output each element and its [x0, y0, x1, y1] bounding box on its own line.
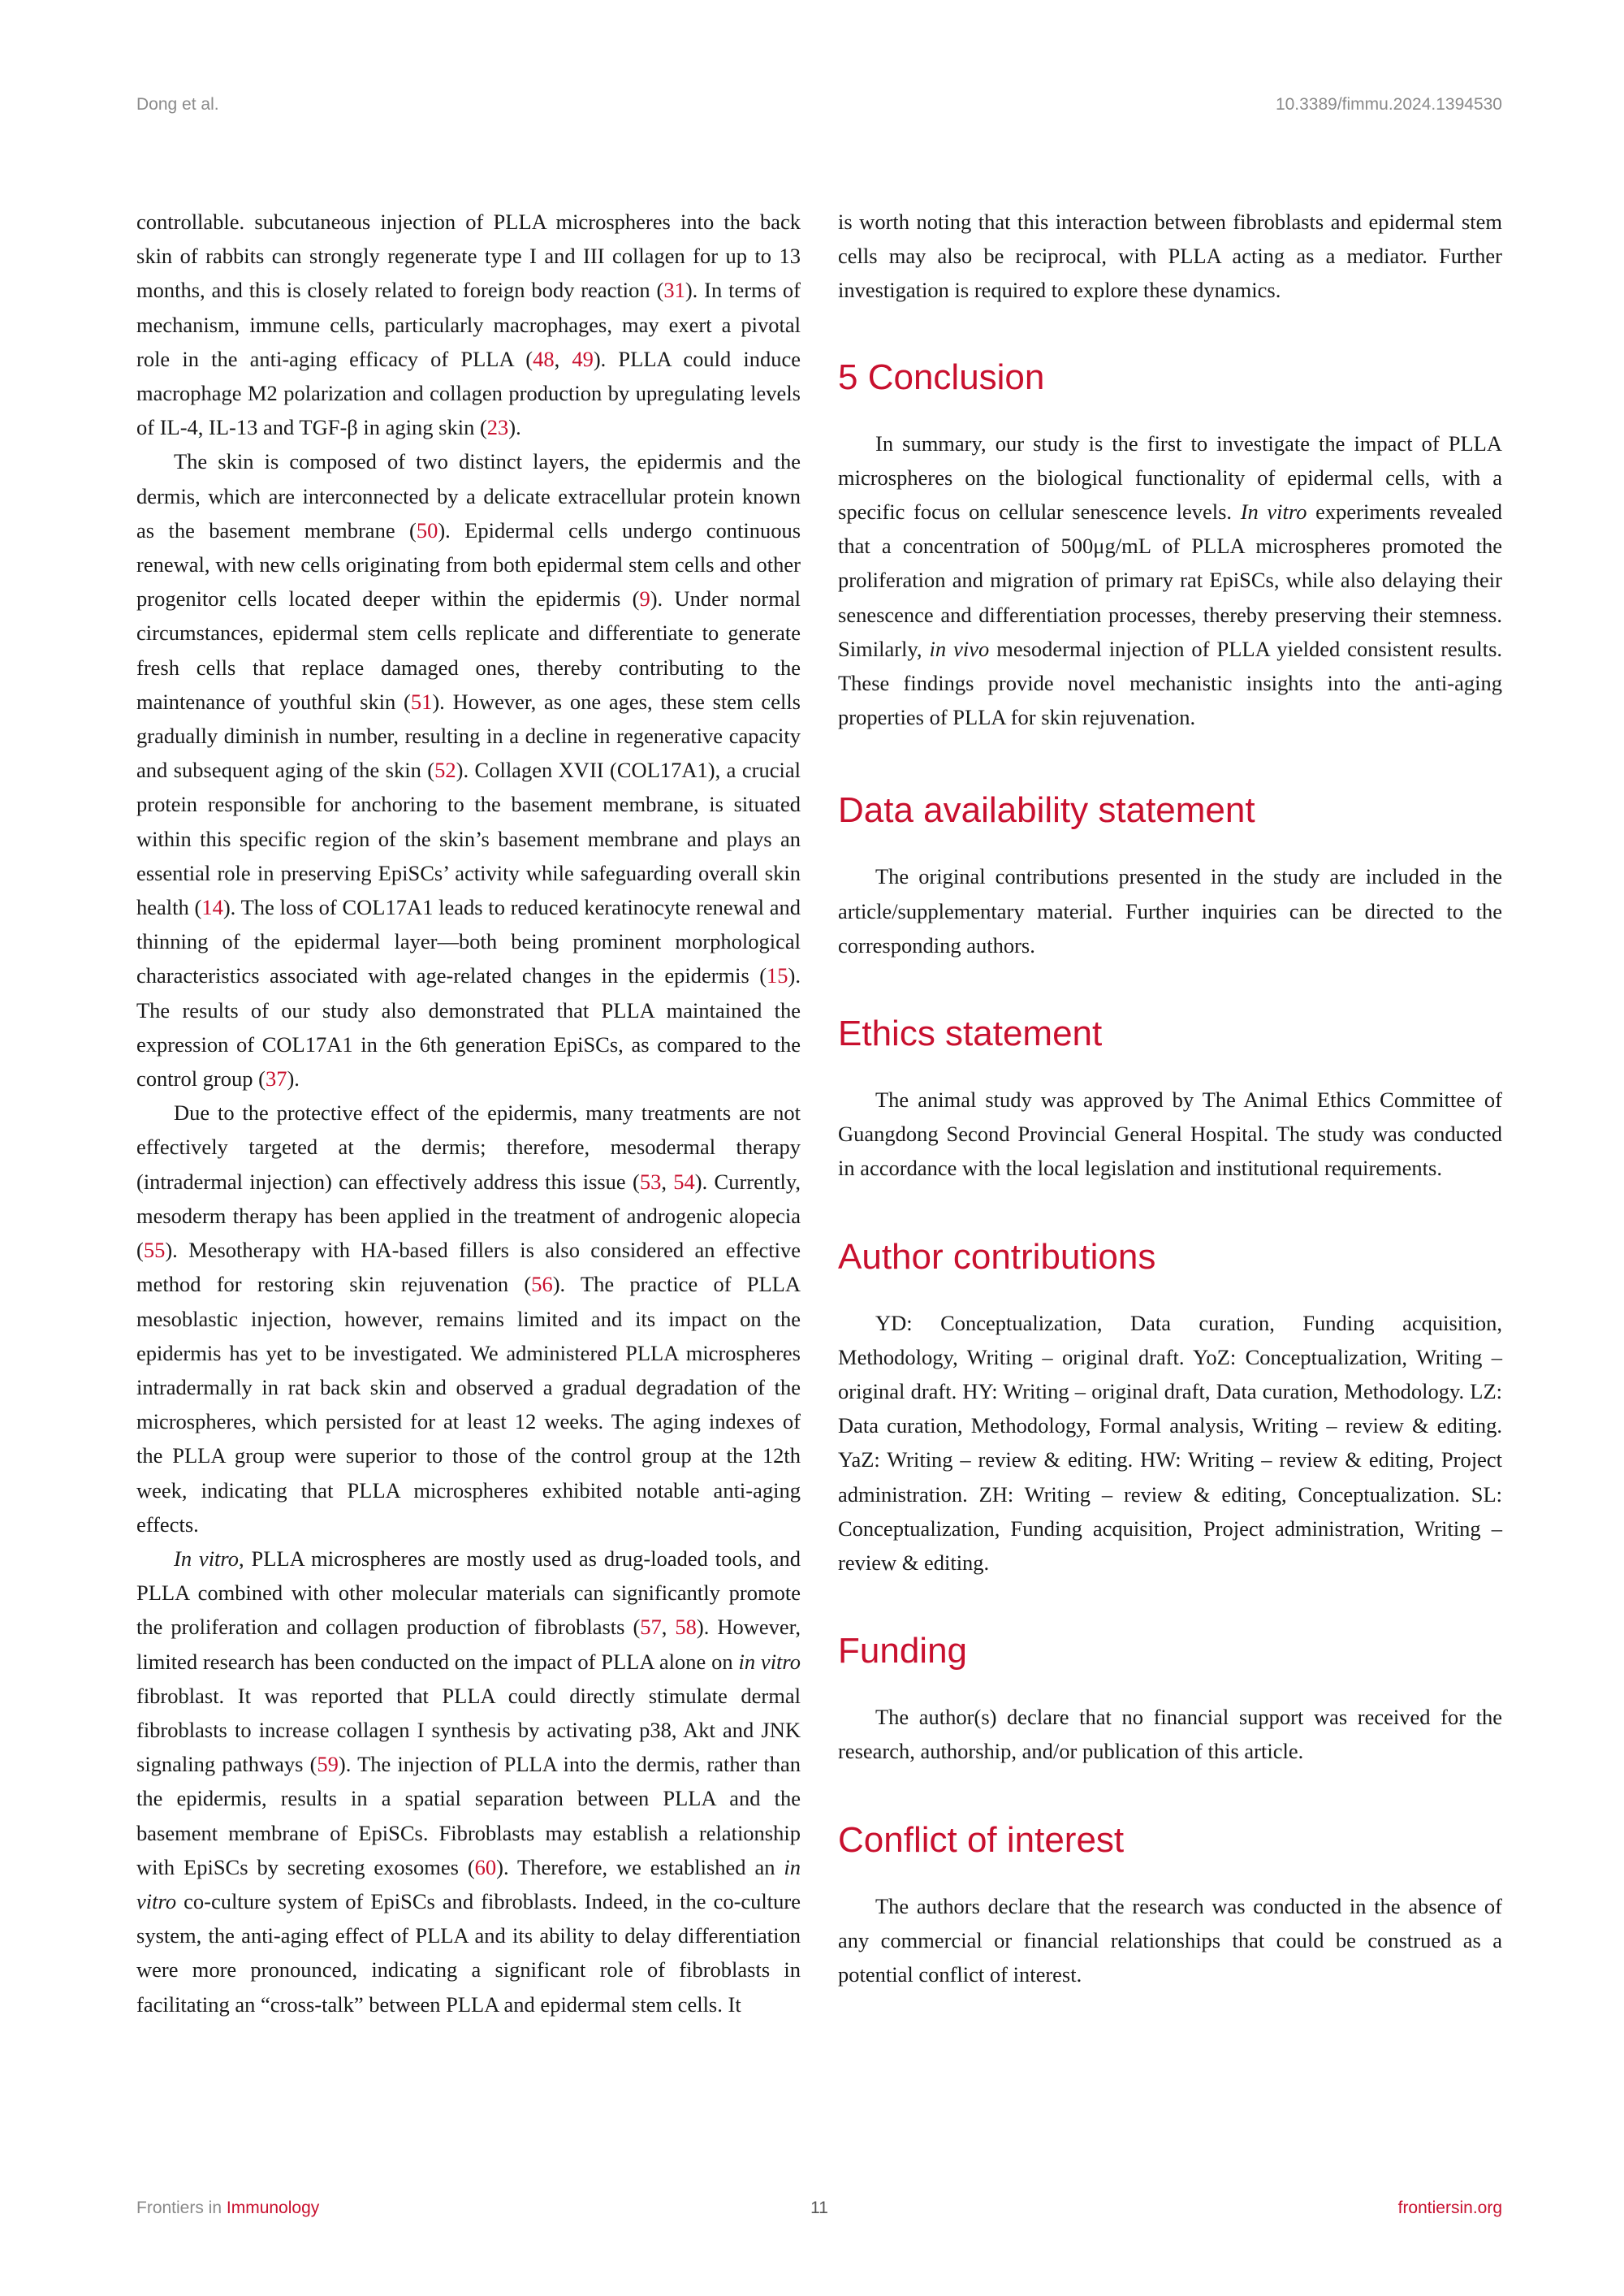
citation-link[interactable]: 48 [533, 346, 555, 371]
citation-link[interactable]: 31 [663, 278, 685, 303]
paragraph-ethics: The animal study was approved by The Animal Ethics Committee of Guangdong Second Provincial General Hospital. The study was conducted in accordance with the local legislation and institutional requirements. [838, 1087, 1502, 1181]
footer-journal-name: Immunology [226, 2199, 320, 2217]
page-footer [136, 2199, 1502, 2223]
paragraph-author-contributions: YD: Conceptualization, Data curation, Funding acquisition, Methodology, Writing – original draft. YoZ: Conceptualization, Writing – original draft. HY: Writing – original draft, Data curation, Methodology. LZ: Data curation, Methodology, Formal analysis, Writing – review & editing. YaZ: Writing – review & editing. HW: Writing – review & editing, Project administration. ZH: Writing – review & editing, Conceptualization. SL: Conceptualization, Funding acquisition, Project administration, Writing – review & editing. [838, 1310, 1502, 1576]
section-heading-funding: Funding [838, 1631, 968, 1671]
citation-link[interactable]: 23 [486, 415, 509, 440]
header-authors: Dong et al. [136, 95, 219, 114]
paragraph-conclusion: In summary, our study is the first to investigate the impact of PLLA microspheres on the biological functionality of epidermal cells, with a specific focus on cellular senescence levels. In vitro experiments revealed that a concentration of 500μg/mL of PLLA microspheres promoted the proliferation and migration of primary rat EpiSCs, while also delaying their senescence and differentiation processes, thereby preserving their stemness. Similarly, in vivo mesodermal injection of PLLA yielded consistent results. These findings provide novel mechanistic insights into the anti-aging properties of PLLA for skin rejuvenation. [838, 430, 1503, 730]
section-heading-data-availability: Data availability statement [838, 790, 1255, 831]
paragraph-continuation: is worth noting that this interaction between fibroblasts and epidermal stem cells may also be reciprocal, with PLLA acting as a mediator. Further investigation is required to explore these dynamics. [838, 210, 1502, 303]
section-heading-conflict: Conflict of interest [838, 1819, 1125, 1860]
left-column [136, 205, 801, 2021]
citation-link[interactable]: 53 [639, 1169, 662, 1194]
citation-link[interactable]: 56 [531, 1272, 553, 1297]
section-heading-conclusion: 5 Conclusion [838, 357, 1045, 397]
citation-link[interactable]: 14 [201, 895, 223, 920]
section-heading-ethics: Ethics statement [838, 1014, 1103, 1054]
citation-link[interactable]: 15 [767, 963, 788, 988]
page-number: 11 [810, 2199, 828, 2217]
paragraph-mesoderm-therapy: Due to the protective effect of the epidermis, many treatments are not effectively targeted at the dermis; therefore, mesodermal therapy (intradermal injection) can effectively address this issue (53, 54). Currently, mesoderm therapy has been applied in the treatment of androgenic alopecia (55). Mesotherapy with HA-based fillers is also considered an effective method for restoring skin rejuvenation (56). The practice of PLLA mesoblastic injection, however, remains limited and its impact on the epidermis has yet to be investigated. We administered PLLA microspheres intradermally in rat back skin and observed a gradual degradation of the microspheres, which persisted for at least 12 weeks. The aging indexes of the PLLA group were superior to those of the control group at the 12th week, indicating that PLLA microspheres exhibited notable anti-aging effects. [136, 1100, 801, 1537]
citation-link[interactable]: 58 [675, 1615, 697, 1640]
paragraph-funding: The author(s) declare that no financial support was received for the research, authorship, and/or publication of this article. [838, 1705, 1502, 1764]
footer-website-link[interactable]: frontiersin.org [1397, 2199, 1502, 2217]
citation-link[interactable]: 51 [410, 689, 433, 714]
paragraph-data-availability: The original contributions presented in the study are included in the article/supplementary material. Further inquiries can be directed to the corresponding authors. [838, 864, 1502, 958]
citation-link[interactable]: 37 [265, 1066, 287, 1092]
running-header [136, 95, 1502, 119]
paragraph-macrophage: controllable. subcutaneous injection of PLLA microspheres into the back skin of rabbits can strongly regenerate type I and III collagen for up to 13 months, and this is closely related to foreign body reaction (31). In terms of mechanism, immune cells, particularly macrophages, may exert a pivotal role in the anti-aging efficacy of PLLA (48, 49). PLLA could induce macrophage M2 polarization and collagen production by upregulating levels of IL-4, IL-13 and TGF-β in aging skin (23). [136, 210, 801, 440]
paragraph-conflict: The authors declare that the research was conducted in the absence of any commercial or financial relationships that could be construed as a potential conflict of interest. [838, 1893, 1502, 1987]
citation-link[interactable]: 60 [474, 1854, 497, 1879]
citation-link[interactable]: 57 [640, 1615, 662, 1640]
citation-link[interactable]: 52 [434, 758, 456, 783]
citation-link[interactable]: 55 [143, 1238, 166, 1263]
citation-link[interactable]: 49 [572, 346, 594, 371]
footer-journal: Frontiers in Immunology [136, 2199, 320, 2217]
paragraph-in-vitro: In vitro, PLLA microspheres are mostly used as drug-loaded tools, and PLLA combined with other molecular materials can significantly promote the proliferation and collagen production of fibroblasts (57, 58). However, limited research has been conducted on the impact of PLLA alone on in vitro fibroblast. It was reported that PLLA could directly stimulate dermal fibroblasts to increase collagen I synthesis by activating p38, Akt and JNK signaling pathways (59). The injection of PLLA into the dermis, rather than the epidermis, results in a spatial separation between PLLA and the basement membrane of EpiSCs. Fibroblasts may establish a relationship with EpiSCs by secreting exosomes (60). Therefore, we established an in vitro co-culture system of EpiSCs and fibroblasts. Indeed, in the co-culture system, the anti-aging effect of PLLA and its ability to delay differentiation were more pronounced, indicating a significant role of fibroblasts in facilitating an “cross-talk” between PLLA and epidermal stem cells. It [136, 1546, 801, 2017]
paragraph-skin-layers: The skin is composed of two distinct layers, the epidermis and the dermis, which are interconnected by a delicate extracellular protein known as the basement membrane (50). Epidermal cells undergo continuous renewal, with new cells originating from both epidermal stem cells and other progenitor cells located deeper within the epidermis (9). Under normal circumstances, epidermal stem cells replicate and differentiate to generate fresh cells that replace damaged ones, thereby contributing to the maintenance of youthful skin (51). However, as one ages, these stem cells gradually diminish in number, resulting in a decline in regenerative capacity and subsequent aging of the skin (52). Collagen XVII (COL17A1), a crucial protein responsible for anchoring to the basement membrane, is situated within this specific region of the skin’s basement membrane and plays an essential role in preserving EpiSCs’ activity while safeguarding overall skin health (14). The loss of COL17A1 leads to reduced keratinocyte renewal and thinning of the epidermal layer—both being prominent morphological characteristics associated with age-related changes in the epidermis (15). The results of our study also demonstrated that PLLA maintained the expression of COL17A1 in the 6th generation EpiSCs, as compared to the control group (37). [136, 449, 801, 1092]
section-heading-author-contributions: Author contributions [838, 1236, 1156, 1277]
citation-link[interactable]: 50 [416, 517, 438, 543]
citation-link[interactable]: 54 [673, 1169, 695, 1194]
citation-link[interactable]: 59 [317, 1752, 339, 1777]
right-column [838, 205, 1502, 1991]
citation-link[interactable]: 9 [639, 586, 650, 612]
header-doi: 10.3389/fimmu.2024.1394530 [1275, 95, 1502, 114]
